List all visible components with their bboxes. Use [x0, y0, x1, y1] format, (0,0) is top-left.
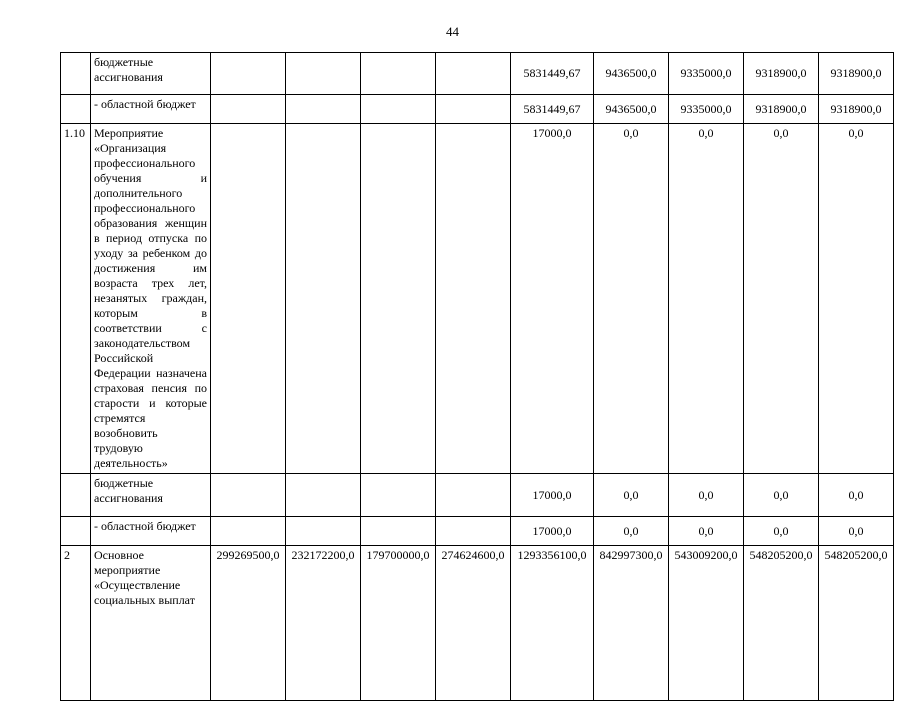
page-number: 44: [446, 24, 459, 39]
value-cell: 232172200,0: [286, 546, 361, 701]
value-cell: 17000,0: [511, 474, 594, 517]
table-row: [61, 546, 894, 701]
row-title-cell: Мероприятие «Организация профессионального обучения и дополнительного профессионального образования женщин в период отпуска по уходу за ребенком до достижения им возраста трех лет, незанятых граждан, которым в соответствии с законодательством Российской Федерации назначена страховая пенсия по старости и которые стремятся возобновить трудовую деятельность»: [91, 124, 211, 474]
value-cell: 5831449,67: [511, 95, 594, 124]
value-cell: 842997300,0: [594, 546, 669, 701]
value-cell: 1293356100,0: [511, 546, 594, 701]
value-cell: 5831449,67: [511, 53, 594, 95]
value-cell: 0,0: [819, 517, 894, 546]
row-number-cell: [61, 95, 91, 124]
value-cell: [361, 124, 436, 474]
row-number-cell: [61, 517, 91, 546]
value-cell: [361, 517, 436, 546]
row-number-cell: 1.10: [61, 124, 91, 474]
row-number-cell: [61, 53, 91, 95]
value-cell: 548205200,0: [744, 546, 819, 701]
value-cell: [286, 474, 361, 517]
value-cell: 0,0: [669, 474, 744, 517]
value-cell: 9436500,0: [594, 95, 669, 124]
value-cell: 543009200,0: [669, 546, 744, 701]
budget-table-body: [61, 53, 894, 701]
value-cell: 274624600,0: [436, 546, 511, 701]
row-title-cell: - областной бюджет: [91, 95, 211, 124]
value-cell: [361, 53, 436, 95]
value-cell: [436, 474, 511, 517]
value-cell: [211, 474, 286, 517]
value-cell: 0,0: [594, 517, 669, 546]
value-cell: [361, 95, 436, 124]
row-title-cell: Основное мероприятие «Осуществление социальных выплат: [91, 546, 211, 701]
row-title-cell: бюджетные ассигнования: [91, 474, 211, 517]
value-cell: 9318900,0: [744, 53, 819, 95]
row-number-cell: [61, 474, 91, 517]
value-cell: [286, 517, 361, 546]
table-row: [61, 124, 894, 474]
value-cell: 0,0: [594, 124, 669, 474]
value-cell: 9335000,0: [669, 53, 744, 95]
value-cell: [211, 95, 286, 124]
value-cell: [286, 53, 361, 95]
value-cell: 9335000,0: [669, 95, 744, 124]
value-cell: 17000,0: [511, 124, 594, 474]
value-cell: 0,0: [744, 474, 819, 517]
table-row: [61, 474, 894, 517]
value-cell: [211, 124, 286, 474]
table-row: [61, 95, 894, 124]
row-number-cell: 2: [61, 546, 91, 701]
row-title-cell: - областной бюджет: [91, 517, 211, 546]
value-cell: 0,0: [744, 517, 819, 546]
value-cell: 9318900,0: [819, 95, 894, 124]
value-cell: 299269500,0: [211, 546, 286, 701]
value-cell: 0,0: [819, 124, 894, 474]
value-cell: [361, 474, 436, 517]
value-cell: [211, 53, 286, 95]
table-row: [61, 517, 894, 546]
value-cell: 9436500,0: [594, 53, 669, 95]
value-cell: [436, 53, 511, 95]
value-cell: 179700000,0: [361, 546, 436, 701]
value-cell: [436, 95, 511, 124]
value-cell: [286, 95, 361, 124]
value-cell: [211, 517, 286, 546]
value-cell: 0,0: [594, 474, 669, 517]
value-cell: [436, 517, 511, 546]
value-cell: 17000,0: [511, 517, 594, 546]
value-cell: 0,0: [669, 517, 744, 546]
value-cell: 548205200,0: [819, 546, 894, 701]
value-cell: 0,0: [819, 474, 894, 517]
value-cell: [286, 124, 361, 474]
value-cell: 0,0: [669, 124, 744, 474]
value-cell: 9318900,0: [819, 53, 894, 95]
value-cell: 9318900,0: [744, 95, 819, 124]
value-cell: 0,0: [744, 124, 819, 474]
row-title-cell: бюджетные ассигнования: [91, 53, 211, 95]
value-cell: [436, 124, 511, 474]
budget-table: [60, 52, 894, 701]
table-row: [61, 53, 894, 95]
